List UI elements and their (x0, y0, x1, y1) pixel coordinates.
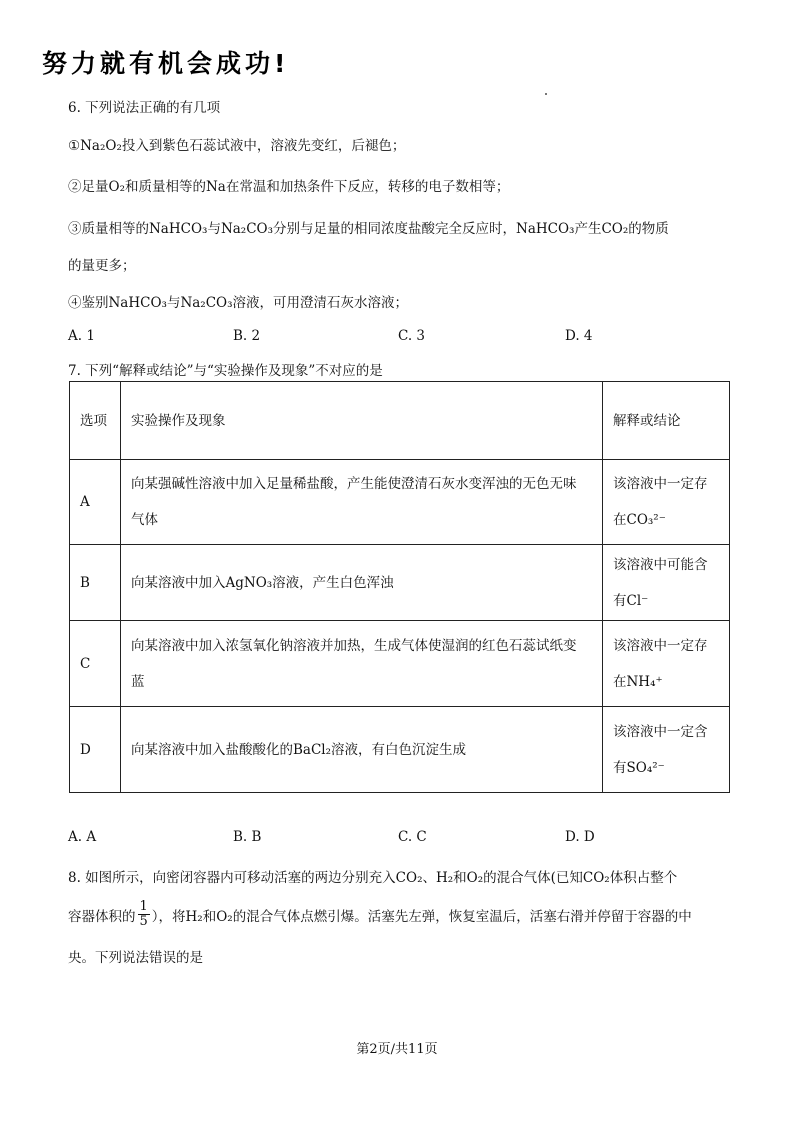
q8-line-3: 央。下列说法错误的是 (68, 950, 203, 966)
q6-statement-3: ③质量相等的NaHCO₃与Na₂CO₃分别与足量的相同浓度盐酸完全反应时，NaHCO₃产生CO₂的物质 (68, 221, 669, 237)
row-conclusion-line: 该溶液中一定存 (613, 476, 708, 492)
table-row (70, 707, 730, 793)
q6-statement-2: ②足量O₂和质量相等的Na在常温和加热条件下反应，转移的电子数相等； (68, 179, 510, 195)
page-footer: 第2页/共11页 (356, 1042, 438, 1057)
row-conclusion (603, 460, 730, 545)
q6-statement-3-cont: 的量更多； (68, 258, 136, 274)
q6-statement-1: ①Na₂O₂投入到紫色石蕊试液中，溶液先变红，后褪色； (68, 138, 406, 154)
table-header-row (70, 382, 730, 460)
row-operation-line: 向某强碱性溶液中加入足量稀盐酸，产生能使澄清石灰水变浑浊的无色无味 (131, 476, 577, 492)
row-operation (121, 545, 603, 621)
table-row (70, 460, 730, 545)
row-conclusion-line: 有Cl⁻ (613, 592, 649, 609)
experiment-table (69, 381, 730, 793)
fraction-one-fifth (138, 900, 150, 929)
row-operation-line: 蓝 (131, 673, 145, 690)
row-label: B (70, 545, 121, 621)
row-label: A (70, 460, 121, 545)
q6-stem: 6. 下列说法正确的有几项 (68, 100, 221, 116)
header-operation: 实验操作及现象 (121, 382, 603, 460)
row-operation-line: 向某溶液中加入AgNO₃溶液，产生白色浑浊 (131, 574, 394, 591)
table-row (70, 545, 730, 621)
q7-stem: 7. 下列“解释或结论”与“实验操作及现象”不对应的是 (68, 363, 383, 379)
row-operation-line: 气体 (131, 512, 158, 528)
row-conclusion (603, 545, 730, 621)
q7-option-b: B. B (233, 829, 262, 845)
header-conclusion: 解释或结论 (603, 382, 730, 460)
row-operation-line: 向某溶液中加入盐酸酸化的BaCl₂溶液，有白色沉淀生成 (131, 741, 467, 758)
q6-option-b: B. 2 (233, 328, 261, 344)
row-conclusion-line: 在CO₃²⁻ (613, 512, 666, 528)
row-operation (121, 707, 603, 793)
q8-line-2-end: ），将H₂和O₂的混合气体点燃引爆。活塞先左弹，恢复室温后，活塞右滑并停留于容器的中 (151, 908, 692, 925)
header-option: 选项 (70, 382, 121, 460)
q7-option-a: A. A (68, 829, 97, 845)
q6-option-a: A. 1 (68, 328, 95, 344)
q6-option-c: C. 3 (398, 328, 426, 344)
q7-option-d: D. D (565, 829, 595, 845)
row-conclusion-line: 有SO₄²⁻ (613, 759, 665, 776)
row-conclusion-line: 在NH₄⁺ (613, 673, 663, 690)
row-conclusion-line: 该溶液中一定含 (613, 723, 708, 740)
row-conclusion-line: 该溶液中可能含 (613, 556, 708, 573)
scan-speck (545, 93, 547, 95)
q6-statement-4: ④鉴别NaHCO₃与Na₂CO₃溶液，可用澄清石灰水溶液； (68, 295, 409, 311)
table-row (70, 621, 730, 707)
row-operation (121, 460, 603, 545)
q8-line-2 (68, 900, 692, 929)
q6-option-d: D. 4 (565, 328, 593, 344)
q8-line-1: 8. 如图所示，向密闭容器内可移动活塞的两边分别充入CO₂、H₂和O₂的混合气体(已知CO₂体积占整个 (68, 870, 678, 886)
row-conclusion (603, 621, 730, 707)
q7-option-c: C. C (398, 829, 427, 845)
fraction-denominator: 5 (139, 914, 148, 929)
row-operation-line: 向某溶液中加入浓氢氧化钠溶液并加热，生成气体使湿润的红色石蕊试纸变 (131, 637, 577, 654)
fraction-numerator: 1 (139, 899, 148, 914)
motto-banner: 努力就有机会成功! (42, 49, 290, 78)
row-conclusion-line: 该溶液中一定存 (613, 637, 708, 654)
row-conclusion (603, 707, 730, 793)
row-label: C (70, 621, 121, 707)
row-label: D (70, 707, 121, 793)
q8-line-2-start: 容器体积的 (68, 908, 136, 925)
row-operation (121, 621, 603, 707)
